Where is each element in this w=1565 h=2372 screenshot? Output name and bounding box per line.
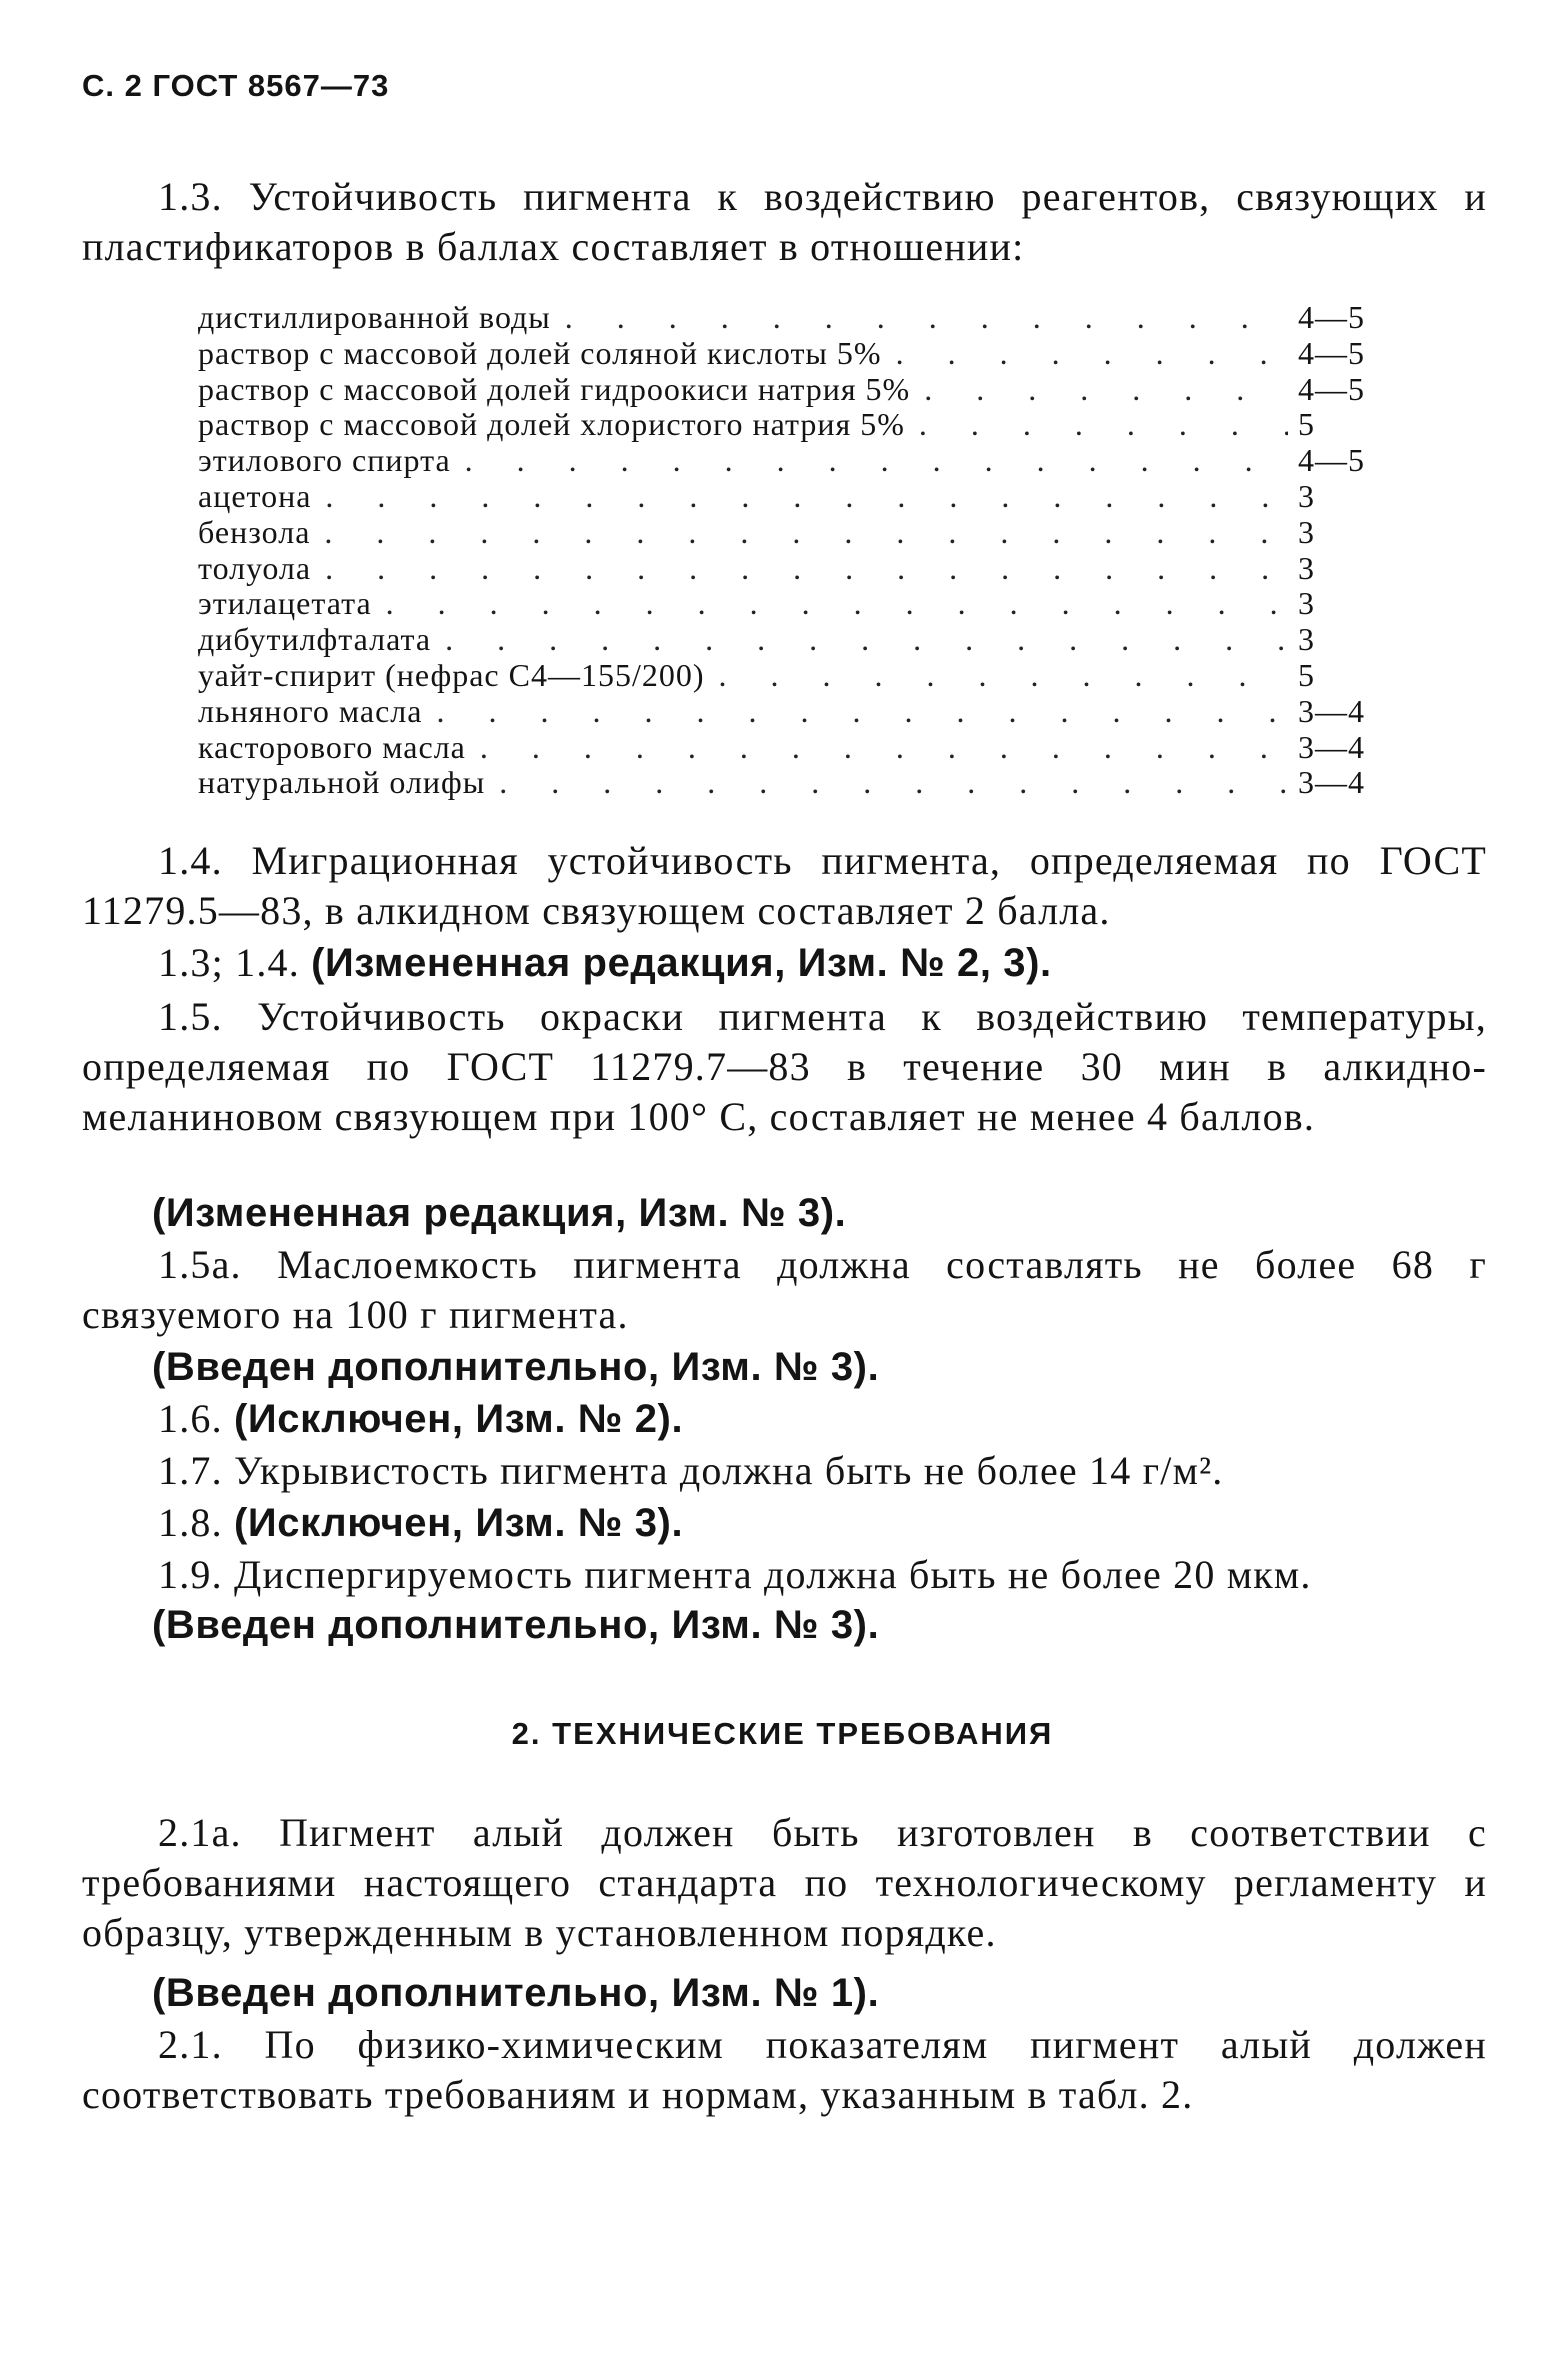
resistance-score: 3—4 (1298, 692, 1365, 729)
dot-leader (465, 443, 1288, 479)
reagent-name: ацетона (198, 477, 312, 514)
clause-bold: (Исключен, Изм. № 2). (234, 1397, 684, 1441)
page-header: С. 2 ГОСТ 8567—73 (82, 68, 390, 103)
clause-1-4-text: 1.4. Миграционная устойчивость пигмента, определяемая по ГОСТ 11279.5—83, в алкидном связующем составляет 2 балла. (82, 838, 1487, 933)
dot-leader (325, 479, 1288, 515)
clause-1-5-text: 1.5. Устойчивость окраски пигмента к воздействию температуры, определяемая по ГОСТ 11279.7—83 в течение 30 мин в алкидно-меланиновом связующем при 100° С, составляет не менее 4 баллов. (82, 994, 1487, 1139)
reagent-name: раствор с массовой долей гидроокиси натрия 5% (198, 370, 911, 407)
clause-1-8 (82, 1498, 1487, 1548)
resistance-score: 4—5 (1298, 370, 1365, 407)
list-item (198, 586, 1378, 622)
note-bold: (Введен дополнительно, Изм. № 3). (152, 1345, 880, 1389)
resistance-score: 3 (1298, 585, 1315, 622)
reagent-name: дибутилфталата (198, 621, 432, 658)
resistance-score: 3—4 (1298, 764, 1365, 801)
amendment-note-2-1a (82, 1968, 1487, 2018)
resistance-score: 5 (1298, 656, 1315, 693)
dot-leader (480, 730, 1288, 766)
resistance-list (198, 300, 1378, 801)
reagent-name: дистиллированной воды (198, 299, 551, 335)
clause-1-3-text: 1.3. Устойчивость пигмента к воздействию реагентов, связующих и пластификаторов в баллах составляет в отношении: (82, 174, 1487, 269)
reagent-name: касторового масла (198, 728, 466, 765)
clause-prefix: 1.6. (158, 1396, 223, 1441)
dot-leader (924, 372, 1288, 408)
resistance-score: 3 (1298, 477, 1315, 514)
reagent-name: раствор с массовой долей хлористого натрия 5% (198, 406, 905, 443)
list-item (198, 372, 1378, 408)
clause-1-9-text: 1.9. Диспергируемость пигмента должна быть не более 20 мкм. (158, 1552, 1312, 1597)
note-bold: (Введен дополнительно, Изм. № 3). (152, 1603, 880, 1647)
list-item (198, 479, 1378, 515)
clause-1-7 (82, 1446, 1487, 1496)
clause-1-9 (82, 1550, 1487, 1600)
amendment-note-1-5a (82, 1342, 1487, 1392)
reagent-name: толуола (198, 549, 312, 586)
clause-2-1a (82, 1808, 1487, 1958)
dot-leader (565, 300, 1288, 336)
clause-2-1-text: 2.1. По физико-химическим показателям пигмент алый должен соответствовать требованиям и нормам, указанным в табл. 2. (82, 2022, 1487, 2117)
dot-leader (445, 622, 1288, 658)
dot-leader (325, 551, 1288, 587)
resistance-score: 5 (1298, 406, 1315, 443)
note-prefix: 1.3; 1.4. (158, 940, 300, 985)
reagent-name: бензола (198, 513, 311, 550)
dot-leader (386, 586, 1288, 622)
resistance-score: 3 (1298, 549, 1315, 586)
dot-leader (919, 407, 1288, 443)
list-item (198, 765, 1378, 801)
clause-1-5a (82, 1240, 1487, 1340)
list-item (198, 300, 1378, 336)
amendment-note-1-5 (82, 1188, 1487, 1238)
clause-2-1a-text: 2.1а. Пигмент алый должен быть изготовлен в соответствии с требованиями настоящего стандарта по технологическому регламенту и образцу, утвержденным в установленном порядке. (82, 1810, 1487, 1955)
reagent-name: натуральной олифы (198, 764, 486, 801)
section-2-title: 2. ТЕХНИЧЕСКИЕ ТРЕБОВАНИЯ (511, 1716, 1054, 1751)
resistance-score: 3 (1298, 621, 1315, 658)
reagent-name: льняного масла (198, 692, 423, 729)
list-item (198, 336, 1378, 372)
clause-1-3 (82, 172, 1487, 272)
amendment-note-1-9 (82, 1600, 1487, 1650)
dot-leader (499, 765, 1288, 801)
resistance-score: 4—5 (1298, 442, 1365, 479)
amendment-note-1-3-1-4 (82, 938, 1487, 988)
resistance-score: 4—5 (1298, 334, 1365, 371)
list-item (198, 658, 1378, 694)
list-item (198, 515, 1378, 551)
reagent-name: раствор с массовой долей соляной кислоты 5% (198, 334, 882, 371)
clause-1-5a-text: 1.5а. Маслоемкость пигмента должна составлять не более 68 г связуемого на 100 г пигмента. (82, 1242, 1487, 1337)
list-item (198, 551, 1378, 587)
list-item (198, 407, 1378, 443)
clause-1-6 (82, 1394, 1487, 1444)
reagent-name: этилацетата (198, 585, 372, 622)
resistance-score: 4—5 (1298, 299, 1365, 335)
clause-bold: (Исключен, Изм. № 3). (234, 1501, 684, 1545)
reagent-name: этилового спирта (198, 442, 451, 479)
dot-leader (719, 658, 1288, 694)
dot-leader (436, 694, 1288, 730)
note-bold: (Введен дополнительно, Изм. № 1). (152, 1971, 880, 2015)
dot-leader (896, 336, 1288, 372)
list-item (198, 443, 1378, 479)
reagent-name: уайт-спирит (нефрас С4—155/200) (198, 656, 705, 693)
note-bold: (Измененная редакция, Изм. № 3). (152, 1191, 847, 1235)
clause-1-5 (82, 992, 1487, 1142)
clause-2-1 (82, 2020, 1487, 2120)
list-item (198, 730, 1378, 766)
list-item (198, 694, 1378, 730)
note-bold: (Измененная редакция, Изм. № 2, 3). (311, 941, 1052, 985)
resistance-score: 3 (1298, 513, 1315, 550)
clause-prefix: 1.8. (158, 1500, 223, 1545)
dot-leader (324, 515, 1288, 551)
list-item (198, 622, 1378, 658)
clause-1-7-text: 1.7. Укрывистость пигмента должна быть не более 14 г/м². (158, 1448, 1224, 1493)
resistance-score: 3—4 (1298, 728, 1365, 765)
clause-1-4 (82, 836, 1487, 936)
